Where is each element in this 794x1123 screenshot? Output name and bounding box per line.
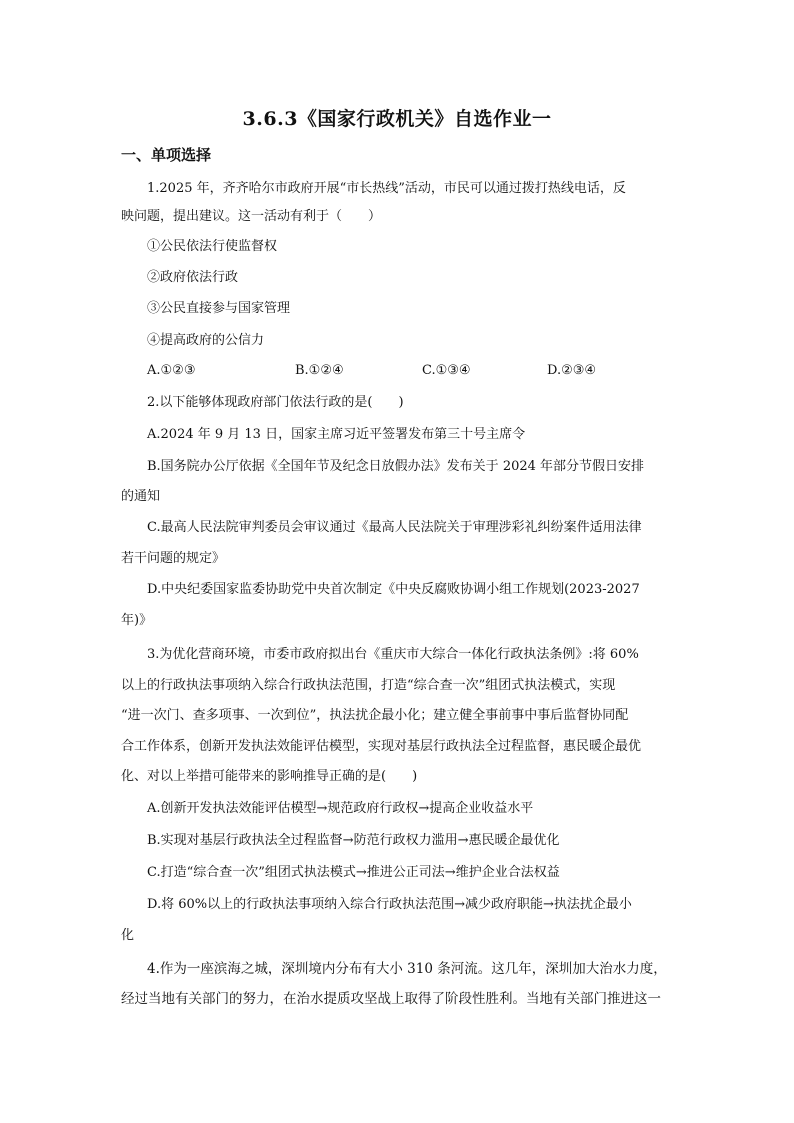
q1-stem-line-2: 映问题，提出建议。这一活动有利于（ ） <box>121 209 382 224</box>
q1-choice-a[interactable]: A.①②③ <box>147 363 196 378</box>
q3-stem-line-3: “进一次门、查多项事、一次到位”，执法扰企最小化；建立健全事前事中事后监督协同配 <box>121 708 629 723</box>
q3-option-a[interactable]: A.创新开发执法效能评估模型→规范政府行政权→提高企业收益水平 <box>147 801 534 816</box>
q2-option-a[interactable]: A.2024 年 9 月 13 日，国家主席习近平签署发布第三十号主席令 <box>147 427 526 442</box>
q3-stem-line-5: 化、对以上举措可能带来的影响推导正确的是( ) <box>121 769 418 784</box>
q1-item-3: ③公民直接参与国家管理 <box>147 301 291 316</box>
page-title: 3.6.3《国家行政机关》自选作业一 <box>242 108 552 130</box>
q2-option-d-line-1[interactable]: D.中央纪委国家监委协助党中央首次制定《中央反腐败协调小组工作规划(2023-2027 <box>147 582 640 597</box>
q3-stem-line-1: 3.为优化营商环境，市委市政府拟出台《重庆市大综合一体化行政执法条例》:将 60% <box>147 647 639 662</box>
q2-option-c-line-1[interactable]: C.最高人民法院审判委员会审议通过《最高人民法院关于审理涉彩礼纠纷案件适用法律 <box>147 520 642 535</box>
section-heading: 一、单项选择 <box>121 146 212 164</box>
q3-option-d-line-1[interactable]: D.将 60%以上的行政执法事项纳入综合行政执法范围→减少政府职能→执法扰企最小 <box>147 897 632 912</box>
q4-stem-line-1: 4.作为一座滨海之城，深圳境内分布有大小 310 条河流。这几年，深圳加大治水力度， <box>147 961 667 977</box>
q2-option-d-line-2[interactable]: 年)》 <box>121 613 153 628</box>
q1-item-2: ②政府依法行政 <box>147 270 239 285</box>
q2-option-c-line-2[interactable]: 若干问题的规定》 <box>121 551 226 566</box>
q1-stem-line-1: 1.2025 年，齐齐哈尔市政府开展“市长热线”活动，市民可以通过拨打热线电话，反 <box>147 181 626 196</box>
q4-stem-line-2: 经过当地有关部门的努力，在治水提质攻坚战上取得了阶段性胜利。当地有关部门推进这一 <box>121 991 661 1007</box>
q1-item-1: ①公民依法行使监督权 <box>147 239 278 254</box>
q1-choice-c[interactable]: C.①③④ <box>422 363 471 378</box>
q3-stem-line-2: 以上的行政执法事项纳入综合行政执法范围，打造“综合查一次”组团式执法模式，实现 <box>121 678 616 693</box>
q2-stem: 2.以下能够体现政府部门依法行政的是( ) <box>147 395 404 410</box>
q1-choice-b[interactable]: B.①②④ <box>295 363 344 378</box>
q3-option-d-line-2[interactable]: 化 <box>121 928 135 943</box>
q2-option-b-line-2[interactable]: 的通知 <box>121 489 161 504</box>
q1-choice-d[interactable]: D.②③④ <box>547 363 597 378</box>
q3-option-b[interactable]: B.实现对基层行政执法全过程监督→防范行政权力滥用→惠民暖企最优化 <box>147 833 560 848</box>
q3-stem-line-4: 合工作体系，创新开发执法效能评估模型，实现对基层行政执法全过程监督，惠民暖企最优 <box>121 739 642 754</box>
q3-option-c[interactable]: C.打造“综合查一次”组团式执法模式→推进公正司法→维护企业合法权益 <box>147 865 560 880</box>
q2-option-b-line-1[interactable]: B.国务院办公厅依据《全国年节及纪念日放假办法》发布关于 2024 年部分节假日安排 <box>147 459 645 474</box>
q1-item-4: ④提高政府的公信力 <box>147 333 265 348</box>
